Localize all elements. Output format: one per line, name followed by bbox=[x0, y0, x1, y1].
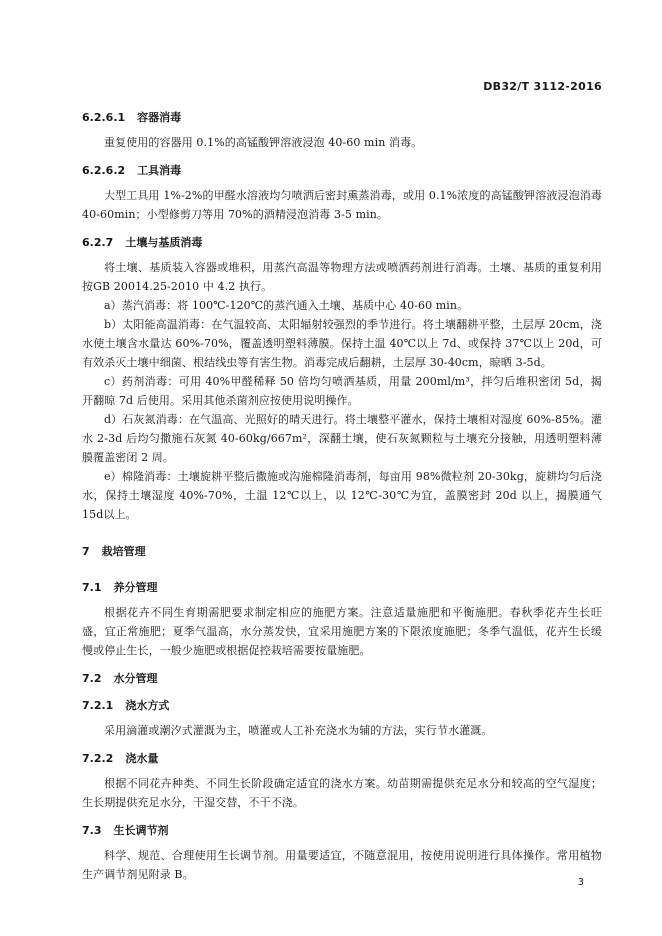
section-title: 栽培管理 bbox=[101, 545, 146, 558]
heading-7-1 bbox=[82, 580, 602, 596]
list-item-steam: a）蒸汽消毒：将 100℃-120℃的蒸汽通入土壤、基质中心 40-60 min。 bbox=[104, 299, 469, 312]
heading-6-2-6-2 bbox=[82, 163, 602, 179]
section-number: 7 bbox=[82, 545, 90, 558]
page-number: 3 bbox=[577, 877, 584, 888]
list-item-chemical: c）药剂消毒：可用 40%甲醛稀释 50 倍均匀喷洒基质，用量 200ml/m³，拌匀后堆积密闭 5d，揭开翻晾 7d 后使用。采用其他杀菌剂应按使用说明操作。 bbox=[82, 375, 602, 407]
heading-7-2-2 bbox=[82, 751, 602, 767]
section-number: 7.2 bbox=[82, 672, 102, 685]
paragraph-tool-disinfection: 大型工具用 1%-2%的甲醛水溶液均匀喷洒后密封熏蒸消毒，或用 0.1%浓度的高锰酸钾溶液浸泡消毒 40-60min；小型修剪刀等用 70%的酒精浸泡消毒 3-5 min。 bbox=[82, 189, 602, 221]
section-number: 7.2.2 bbox=[82, 752, 114, 765]
paragraph-nutrient: 根据花卉不同生育期需肥要求制定相应的施肥方案。注意适量施肥和平衡施肥。春秋季花卉生长旺盛，宜正常施肥；夏季气温高，水分蒸发快，宜采用施肥方案的下限浓度施肥；冬季气温低，花卉生长缓慢或停止生长，一般少施肥或根据促控栽培需要按量施肥。 bbox=[82, 606, 602, 657]
section-number: 6.2.6.2 bbox=[82, 164, 126, 177]
section-number: 7.2.1 bbox=[82, 699, 114, 712]
paragraph-watering-amount: 根据不同花卉种类、不同生长阶段确定适宜的浇水方案。幼苗期需提供充足水分和较高的空气湿度；生长期提供充足水分，干湿交替，不干不浇。 bbox=[82, 777, 602, 809]
list-item-lime-nitrogen: d）石灰氮消毒：在气温高、光照好的晴天进行。将土壤整平灌水，保持土壤相对湿度 60%-85%。灌水 2-3d 后均匀撒施石灰氮 40-60kg/667m²，深翻土壤，使石灰氮颗粒与土壤充分接触，用透明塑料薄膜覆盖密闭 2 周。 bbox=[82, 413, 602, 464]
heading-7 bbox=[82, 544, 602, 560]
section-title: 养分管理 bbox=[113, 581, 158, 594]
section-number: 6.2.7 bbox=[82, 236, 114, 249]
list-item-dazomet: e）棉隆消毒：土壤旋耕平整后撒施或沟施棉隆消毒剂，每亩用 98%微粒剂 20-30kg，旋耕均匀后浇水，保持土壤湿度 40%-70%，土温 12℃以上，以 12℃-30℃为宜，盖膜密封 20d 以上，揭膜通气 15d以上。 bbox=[82, 470, 602, 521]
paragraph-soil-intro: 将土壤、基质装入容器或堆积，用蒸汽高温等物理方法或喷洒药剂进行消毒。土壤、基质的重复利用按GB 20014.25-2010 中 4.2 执行。 bbox=[82, 261, 602, 293]
section-title: 浇水量 bbox=[125, 752, 159, 765]
paragraph-watering-method: 采用滴灌或潮汐式灌溉为主，喷灌或人工补充浇水为辅的方法，实行节水灌溉。 bbox=[104, 724, 493, 737]
section-title: 水分管理 bbox=[113, 672, 158, 685]
section-title: 生长调节剂 bbox=[113, 824, 169, 837]
section-number: 6.2.6.1 bbox=[82, 111, 126, 124]
section-title: 土壤与基质消毒 bbox=[125, 236, 203, 249]
section-title: 容器消毒 bbox=[137, 111, 182, 124]
paragraph-growth-regulator: 科学、规范、合理使用生长调节剂。用量要适宜，不随意混用，按使用说明进行具体操作。常用植物生产调节剂见附录 B。 bbox=[82, 849, 602, 881]
paragraph-container-disinfection: 重复使用的容器用 0.1%的高锰酸钾溶液浸泡 40-60 min 消毒。 bbox=[104, 136, 423, 149]
heading-7-3 bbox=[82, 823, 602, 839]
list-item-solar: b）太阳能高温消毒：在气温较高、太阳辐射较强烈的季节进行。将土壤翻耕平整，土层厚 20cm，浇水使土壤含水量达 60%-70%，覆盖透明塑料薄膜。保持土温 40℃以上 7d、或保持 37℃以上 20d，可有效杀灭土壤中细菌、根结线虫等有害生物。消毒完成后翻耕，土层厚 30-40cm，晾晒 3-5d。 bbox=[82, 318, 602, 369]
section-title: 浇水方式 bbox=[125, 699, 170, 712]
standard-code: DB32/T 3112-2016 bbox=[483, 80, 602, 93]
heading-7-2-1 bbox=[82, 698, 602, 714]
section-number: 7.1 bbox=[82, 581, 102, 594]
document-body bbox=[82, 110, 602, 884]
section-title: 工具消毒 bbox=[137, 164, 182, 177]
heading-7-2 bbox=[82, 671, 602, 687]
section-number: 7.3 bbox=[82, 824, 102, 837]
heading-6-2-7 bbox=[82, 235, 602, 251]
heading-6-2-6-1 bbox=[82, 110, 602, 126]
